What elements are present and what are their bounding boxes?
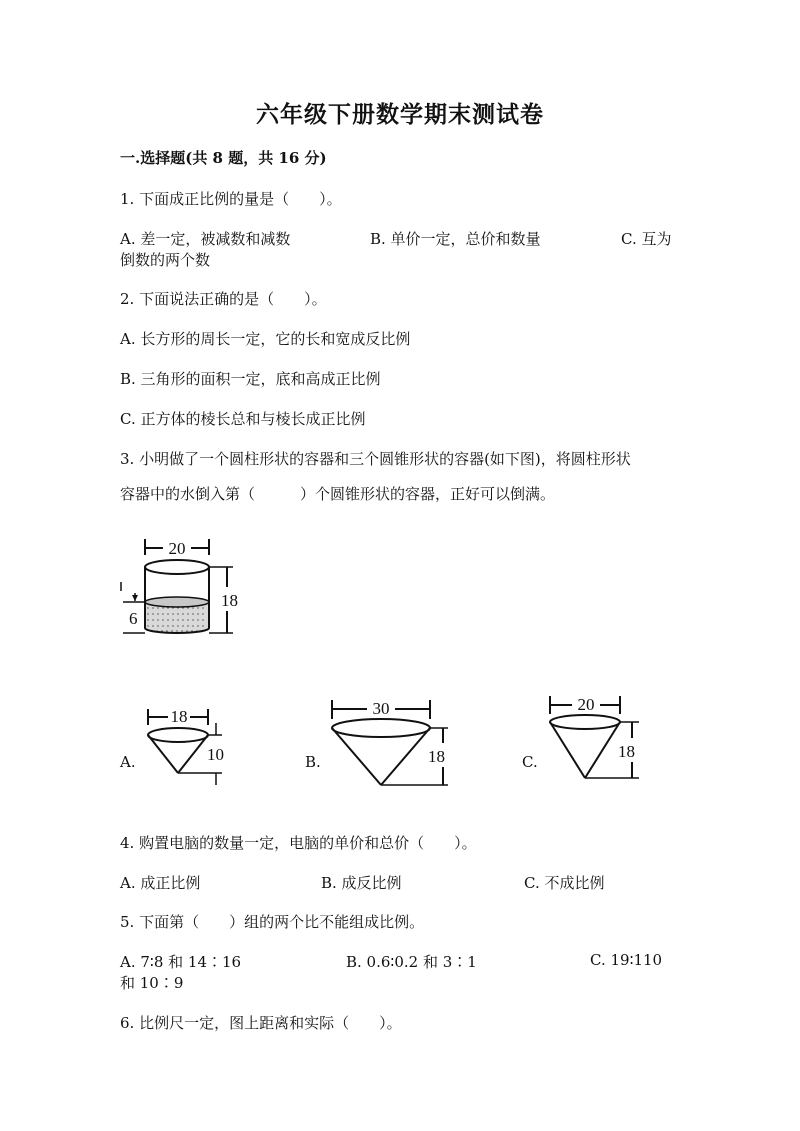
question-1-stem: 1. 下面成正比例的量是（ ）。 — [120, 190, 342, 208]
cone-a-height-label: 10 — [207, 745, 224, 764]
question-3-stem-line-1: 3. 小明做了一个圆柱形状的容器和三个圆锥形状的容器(如下图)，将圆柱形状 — [120, 450, 631, 468]
cone-b-diameter-label: 30 — [372, 699, 390, 718]
question-4-option-b: B. 成反比例 — [321, 874, 402, 892]
question-5-option-a: A. 7∶8 和 14∶16 — [120, 953, 242, 971]
question-5-option-c-continued: 和 10∶9 — [120, 974, 184, 992]
cone-b-label: B. — [305, 753, 321, 771]
question-6-stem: 6. 比例尺一定，图上距离和实际（ ）。 — [120, 1014, 402, 1032]
cone-a-label: A. — [120, 753, 136, 771]
water-height-label: 6 — [129, 609, 138, 628]
question-5-stem: 5. 下面第（ ）组的两个比不能组成比例。 — [120, 913, 425, 931]
question-1-option-a: A. 差一定，被减数和减数 — [120, 230, 291, 248]
question-5-option-b: B. 0.6∶0.2 和 3∶1 — [346, 953, 477, 971]
cone-b-height-label: 18 — [428, 747, 445, 766]
question-5-option-c: C. 19∶110 — [590, 951, 663, 969]
question-3-stem-line-2: 容器中的水倒入第（ ）个圆锥形状的容器，正好可以倒满。 — [120, 485, 556, 503]
cone-c-label: C. — [522, 753, 538, 771]
cone-c-height-label: 18 — [618, 742, 635, 761]
cylinder-figure — [118, 535, 248, 650]
question-2-option-b: B. 三角形的面积一定，底和高成正比例 — [120, 370, 381, 388]
question-2-stem: 2. 下面说法正确的是（ ）。 — [120, 290, 327, 308]
cone-a-diameter-label: 18 — [170, 707, 188, 726]
cone-c-figure — [542, 692, 647, 784]
cone-a-figure — [140, 705, 240, 787]
question-1-option-c: C. 互为 — [621, 230, 672, 248]
page-title: 六年级下册数学期末测试卷 — [256, 101, 544, 128]
question-2-option-c: C. 正方体的棱长总和与棱长成正比例 — [120, 410, 366, 428]
question-4-stem: 4. 购置电脑的数量一定，电脑的单价和总价（ ）。 — [120, 834, 477, 852]
question-4-option-c: C. 不成比例 — [524, 874, 605, 892]
question-1-option-b: B. 单价一定，总价和数量 — [370, 230, 541, 248]
cylinder-diameter-label: 20 — [168, 539, 186, 558]
cylinder-height-label: 18 — [221, 591, 238, 610]
cone-b-figure — [325, 697, 455, 792]
section-heading: 一.选择题(共 8 题，共 16 分) — [120, 149, 327, 167]
question-2-option-a: A. 长方形的周长一定，它的长和宽成反比例 — [120, 330, 411, 348]
question-1-option-c-continued: 倒数的两个数 — [120, 251, 211, 269]
cone-c-diameter-label: 20 — [577, 695, 595, 714]
question-4-option-a: A. 成正比例 — [120, 874, 201, 892]
